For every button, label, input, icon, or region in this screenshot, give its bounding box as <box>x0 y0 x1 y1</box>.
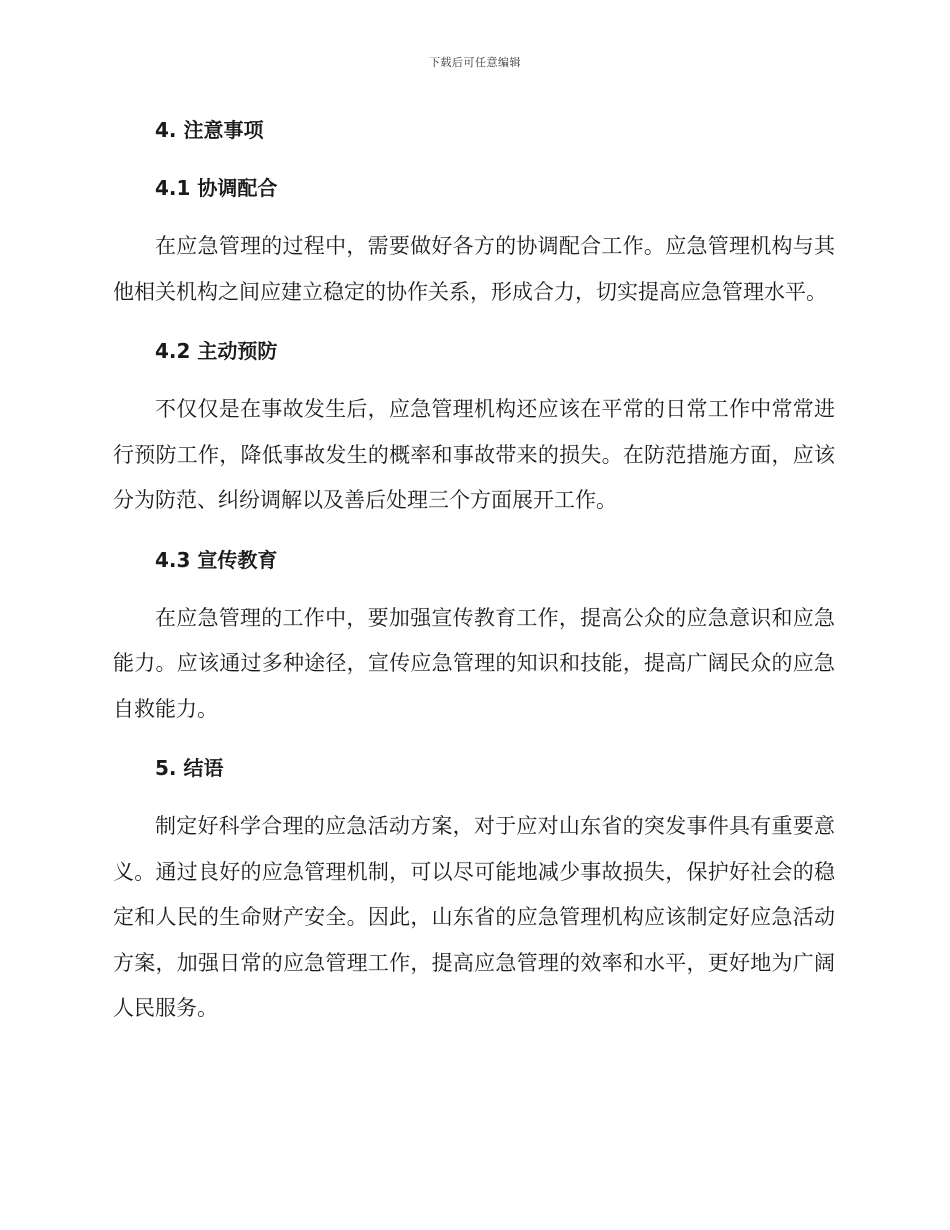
section-4-1-paragraph: 在应急管理的过程中，需要做好各方的协调配合工作。应急管理机构与其他相关机构之间应建立稳定的协作关系，形成合力，切实提高应急管理水平。 <box>113 234 835 304</box>
document-body <box>113 108 835 1046</box>
section-4-2-paragraph: 不仅仅是在事故发生后，应急管理机构还应该在平常的日常工作中常常进行预防工作，降低事故发生的概率和事故带来的损失。在防范措施方面，应该分为防范、纠纷调解以及善后处理三个方面展开工作。 <box>113 397 835 512</box>
section-4-3-paragraph: 在应急管理的工作中，要加强宣传教育工作，提高公众的应急意识和应急能力。应该通过多种途径，宣传应急管理的知识和技能，提高广阔民众的应急自救能力。 <box>113 605 835 721</box>
page-header: 下载后可任意编辑 <box>429 56 521 69</box>
section-4-2-heading: 4.2 主动预防 <box>155 339 278 363</box>
section-4-1-heading: 4.1 协调配合 <box>155 176 278 200</box>
section-4-3-heading: 4.3 宣传教育 <box>155 547 278 572</box>
section-4-heading: 4. 注意事项 <box>155 118 264 142</box>
section-5-paragraph: 制定好科学合理的应急活动方案，对于应对山东省的突发事件具有重要意义。通过良好的应急管理机制，可以尽可能地减少事故损失，保护好社会的稳定和人民的生命财产安全。因此，山东省的应急管理机构应该制定好应急活动方案，加强日常的应急管理工作，提高应急管理的效率和水平，更好地为广阔人民服务。 <box>113 814 835 1020</box>
section-5-heading: 5. 结语 <box>155 756 224 780</box>
